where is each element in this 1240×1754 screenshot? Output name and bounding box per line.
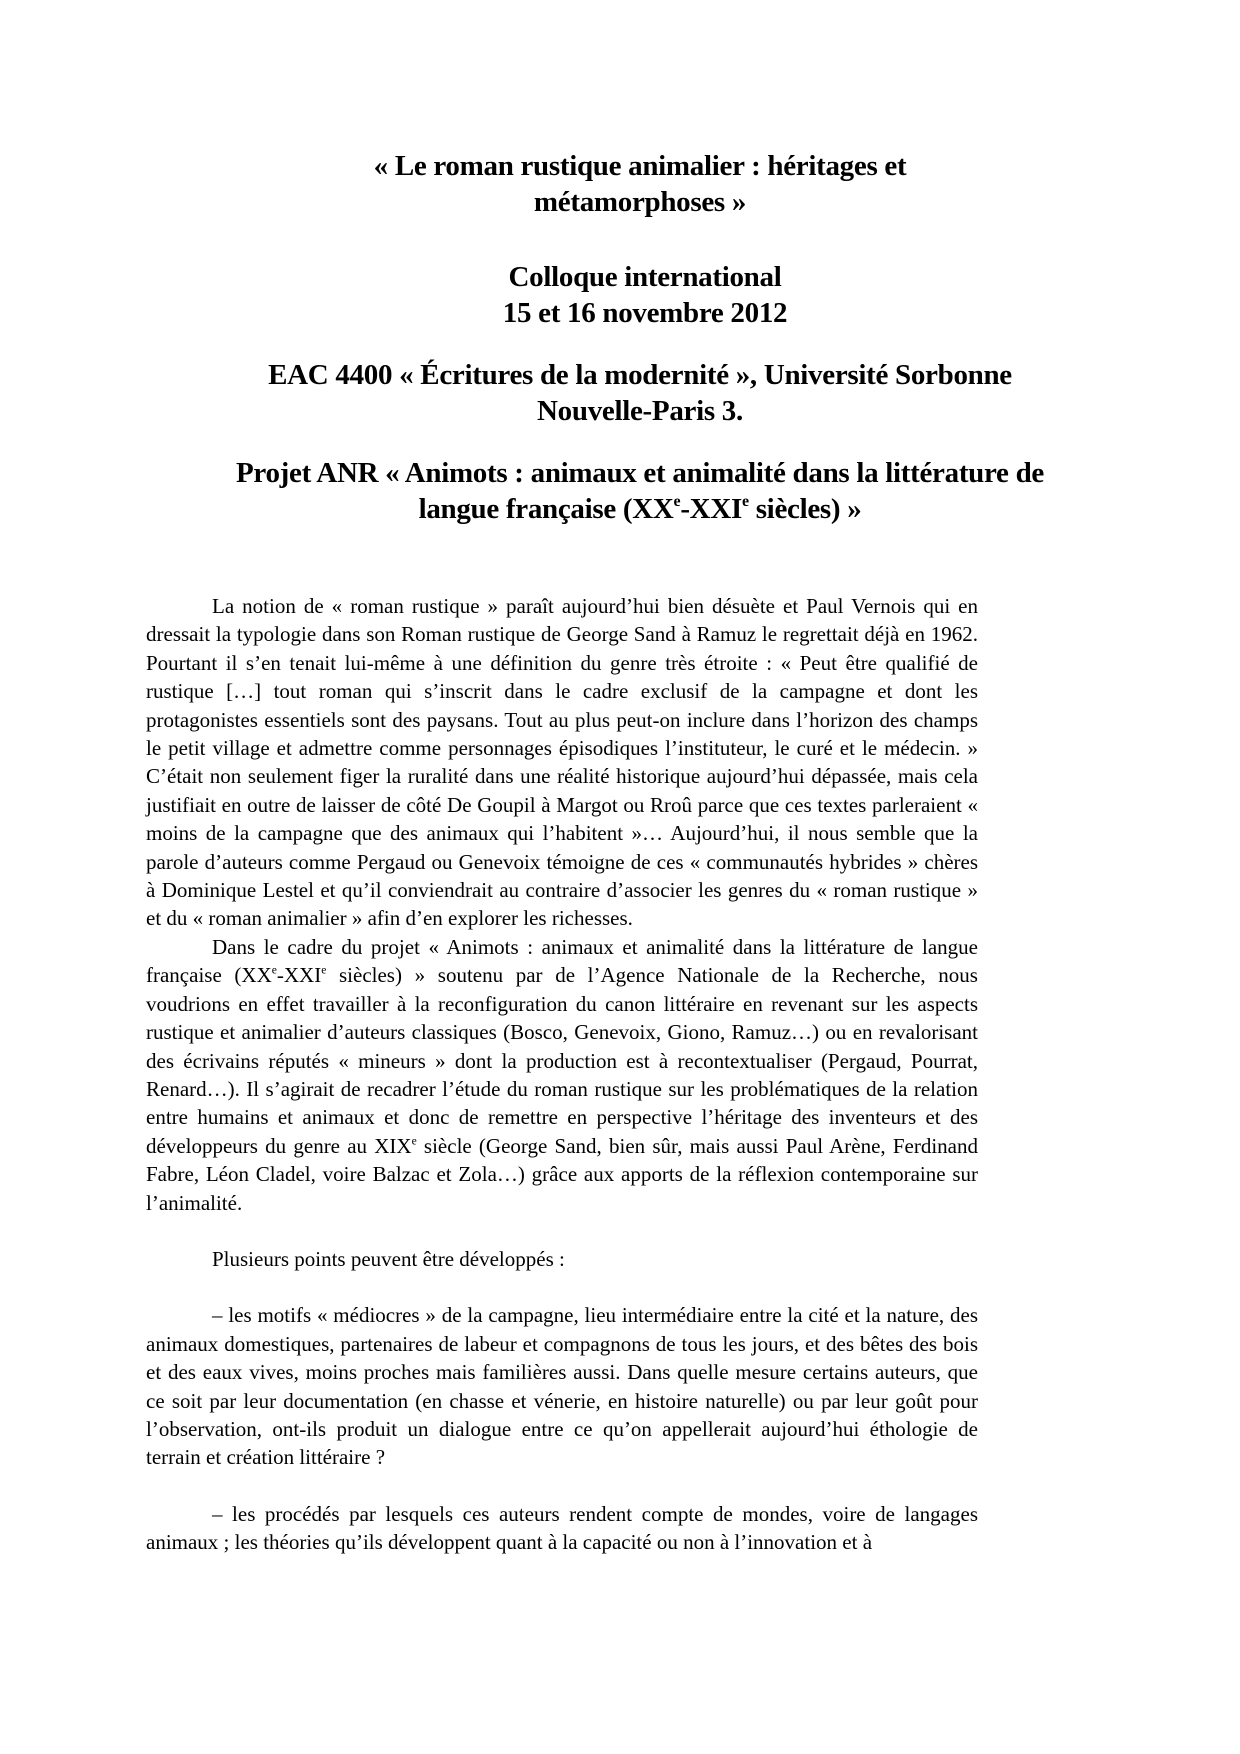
projet-heading [210, 455, 1070, 527]
projet-line-2-text: siècles) » [748, 493, 862, 525]
colloque-label: Colloque international [508, 261, 782, 293]
paragraph-text: siècles) » soutenu par de l’Agence Nationale de la Recherche, nous voudrions en effet travailler à la reconfiguration du canon littéraire en revenant sur les aspects rustique et animalier d’auteurs classiques (Bosco, Genevoix, Giono, Ramuz…) ou en revalorisant des écrivains réputés « mineurs » dont la production est à recontextualiser (Pergaud, Pourrat, Renard…). Il s’agirait de recadrer l’étude du roman rustique sur les problématiques de la relation entre humains et animaux et donc de remettre en perspective l’héritage des inventeurs et des développeurs du genre au XIX [146, 963, 978, 1158]
superscript: e [673, 493, 681, 511]
projet-line-2-text: -XXI [680, 493, 742, 525]
paragraph-points-intro: Plusieurs points peuvent être développés : [212, 1246, 565, 1271]
paragraph-text: -XXI [276, 963, 322, 988]
eac-line-2: Nouvelle-Paris 3. [537, 395, 743, 427]
projet-line-1: Projet ANR « Animots : animaux et animalité dans la littérature de [236, 457, 1044, 489]
title-line-2: métamorphoses » [533, 186, 747, 218]
superscript: e [741, 493, 749, 511]
superscript: e [411, 1135, 417, 1148]
paragraph-text: siècle (George Sand, bien sûr, mais aussi Paul Arène, Ferdinand Fabre, Léon Cladel, voire Balzac et Zola…) grâce aux apports de la réflexion contemporaine sur l’animalité. [146, 1133, 979, 1215]
projet-line-2 [210, 491, 1070, 527]
colloque-dates: 15 et 16 novembre 2012 [502, 297, 788, 329]
superscript: e [321, 964, 327, 977]
document-title [300, 148, 980, 220]
paragraph-intro: La notion de « roman rustique » paraît aujourd’hui bien désuète et Paul Vernois qui en dressait la typologie dans son Roman rustique de George Sand à Ramuz le regrettait déjà en 1962. Pourtant il s’en tenait lui-même à une définition du genre très étroite : « Peut être qualifié de rustique […] tout roman qui s’inscrit dans le cadre exclusif de la campagne et dont les protagonistes essentiels sont des paysans. Tout au plus peut-on inclure dans l’horizon des champs le petit village et admettre comme personnages épisodiques l’instituteur, le curé et le médecin. » C’était non seulement figer la ruralité dans une réalité historique aujourd’hui dépassée, mais cela justifiait en outre de laisser de côté De Goupil à Margot ou Rroû parce que ces textes parleraient « moins de la campagne que des animaux qui l’habitent »… Aujourd’hui, il nous semble que la parole d’auteurs comme Pergaud ou Genevoix témoigne de ces « communautés hybrides » chères à Dominique Lestel et qu’il conviendrait au contraire d’associer les genres du « roman rustique » et du « roman animalier » afin d’en explorer les richesses. [146, 594, 978, 931]
eac-line-1: EAC 4400 « Écritures de la modernité », Université Sorbonne [268, 359, 1012, 391]
title-line-1: « Le roman rustique animalier : héritages et [373, 150, 907, 182]
spacer [146, 1217, 978, 1245]
paragraph-text: Dans le cadre du projet « Animots : animaux et animalité dans la littérature de langue française (XX [146, 934, 978, 988]
paragraph-point-procedes: – les procédés par lesquels ces auteurs rendent compte de mondes, voire de langages animaux ; les théories qu’ils développent quant à la capacité ou non à l’innovation et à [146, 1501, 978, 1555]
colloque-heading [430, 259, 860, 331]
spacer [146, 1273, 978, 1301]
body-text [146, 592, 978, 1557]
superscript: e [271, 964, 277, 977]
spacer [146, 1472, 978, 1500]
paragraph-point-motifs: – les motifs « médiocres » de la campagne, lieu intermédiaire entre la cité et la nature, des animaux domestiques, partenaires de labeur et compagnons de tous les jours, et des bêtes des bois et des eaux vives, moins proches mais familières aussi. Dans quelle mesure certains auteurs, que ce soit par leur documentation (en chasse et vénerie, en histoire naturelle) ou par leur goût pour l’observation, ont-ils produit un dialogue entre ce qu’on appellerait aujourd’hui éthologie de terrain et création littéraire ? [146, 1303, 978, 1470]
projet-line-2-text: langue française (XX [418, 493, 674, 525]
eac-heading [240, 357, 1040, 429]
paragraph-project [146, 933, 978, 1217]
